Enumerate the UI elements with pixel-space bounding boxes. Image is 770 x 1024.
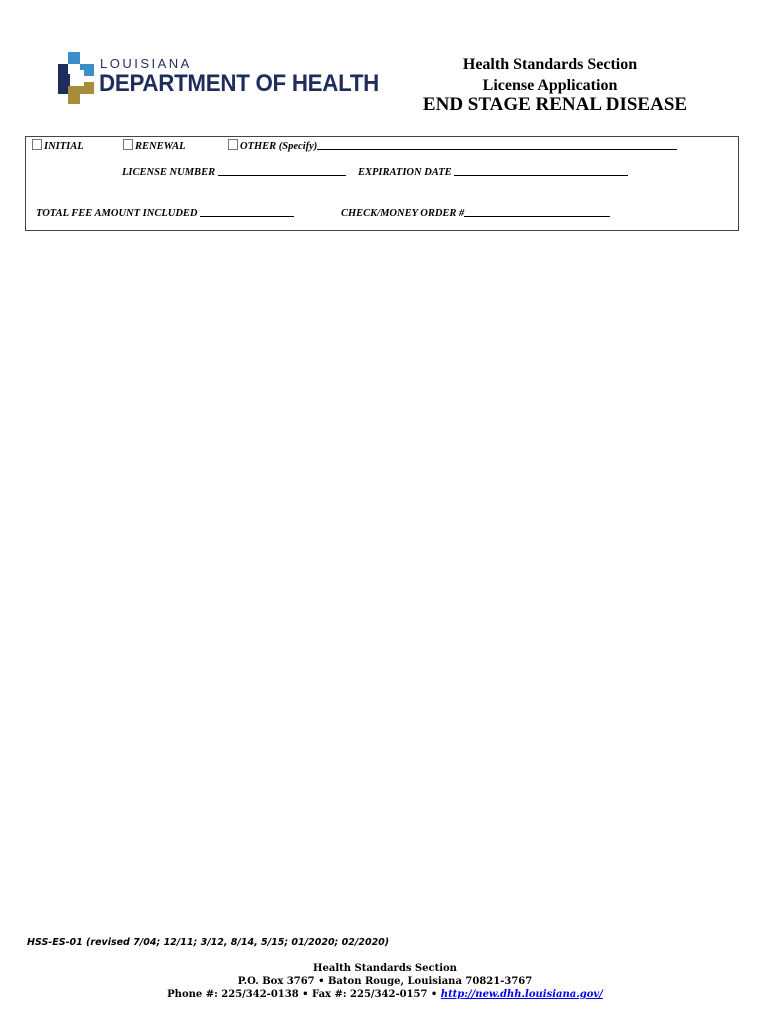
total-fee-field[interactable] — [200, 207, 294, 217]
other-checkbox[interactable] — [228, 139, 238, 150]
other-option[interactable] — [228, 139, 677, 152]
footer-section: Health Standards Section — [313, 963, 457, 974]
total-fee-label: TOTAL FEE AMOUNT INCLUDED — [36, 208, 198, 219]
footer-contact — [0, 988, 770, 1001]
header-subtitle: License Application — [482, 77, 618, 94]
page-title: END STAGE RENAL DISEASE — [422, 94, 688, 115]
cross-logo-icon — [58, 50, 98, 106]
expiration-date-row — [358, 166, 628, 178]
initial-option[interactable] — [32, 139, 84, 152]
logo-state-text: LOUISIANA — [100, 56, 192, 71]
other-label: OTHER (Specify) — [240, 141, 318, 152]
initial-label: INITIAL — [44, 141, 84, 152]
license-number-row — [122, 166, 346, 178]
header-section: Health Standards Section — [462, 56, 638, 73]
document-header — [450, 54, 650, 96]
expiration-date-field[interactable] — [454, 166, 628, 176]
footer-phone-fax: Phone #: 225/342-0138 • Fax #: 225/342-0157 • — [167, 989, 438, 1000]
expiration-date-label: EXPIRATION DATE — [358, 167, 452, 178]
other-specify-field[interactable] — [317, 140, 677, 150]
ldh-logo — [58, 50, 380, 108]
check-money-order-label: CHECK/MONEY ORDER # — [341, 208, 465, 219]
form-revision-note: HSS-ES-01 (revised 7/04; 12/11; 3/12, 8/14, 5/15; 01/2020; 02/2020) — [27, 937, 390, 948]
license-type-box — [25, 136, 739, 231]
total-fee-row — [36, 207, 294, 219]
footer-website-link[interactable]: http://new.dhh.louisiana.gov/ — [440, 989, 603, 1000]
initial-checkbox[interactable] — [32, 139, 42, 150]
check-money-order-row — [341, 207, 610, 219]
renewal-checkbox[interactable] — [123, 139, 133, 150]
renewal-label: RENEWAL — [135, 141, 186, 152]
renewal-option[interactable] — [123, 139, 186, 152]
logo-department-text: DEPARTMENT OF HEALTH — [99, 70, 380, 97]
license-number-label: LICENSE NUMBER — [122, 167, 216, 178]
license-number-field[interactable] — [218, 166, 346, 176]
check-money-order-field[interactable] — [464, 207, 610, 217]
footer-address: P.O. Box 3767 • Baton Rouge, Louisiana 70821-3767 — [237, 976, 533, 987]
